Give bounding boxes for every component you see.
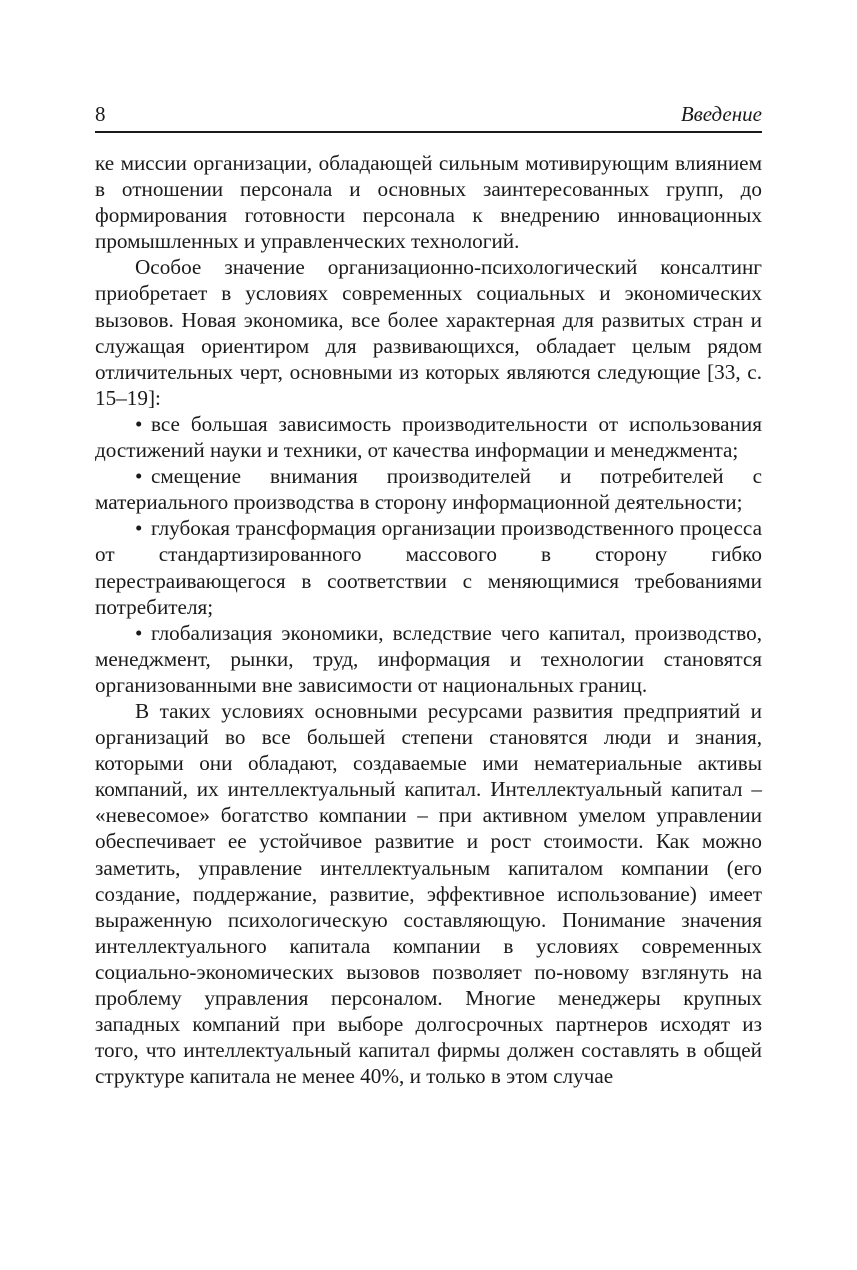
bullet-icon: • [135,516,143,541]
bullet-text: все большая зависимость производительности от использования достижений науки и техники, от качества информации и менеджмента; [95,411,762,463]
bullet-text: глобализация экономики, вследствие чего капитал, производство, менеджмент, рынки, труд, информация и технологии становятся организованными вне зависимости от национальных границ. [95,620,762,697]
body-text [95,150,762,1089]
running-head [95,101,762,133]
section-title: Введение [680,102,762,126]
bullet-icon: • [135,411,143,436]
bullet-text: смещение внимания производителей и потребителей с материального производства в сторону информационной деятельности; [95,464,762,515]
paragraph-continued: ке миссии организации, обладающей сильным мотивирующим влиянием в отношении персонала и основных заинтересованных групп, до формирования готовности персонала к внедрению инновационных промышленных и управленческих технологий. [95,151,762,254]
bullet-item [95,411,762,463]
paragraph-new-economy: Особое значение организационно-психологический консалтинг приобретает в условиях современных социальных и экономических вызовов. Новая экономика, все более характерная для развитых стран и служащая ориентиром для развивающихся, обладает целым рядом отличительных черт, основными из которых являются следующие [33, с. 15–19]: [95,255,762,410]
bullet-text: глубокая трансформация организации производственного процесса от стандартизированного массового в сторону гибко перестраивающегося в соответствии с меняющимися требованиями потребителя; [95,516,762,619]
bullet-item [95,463,762,515]
page-number: 8 [95,102,106,126]
bullet-icon: • [135,464,143,489]
bullet-item [95,620,762,698]
paragraph-intellectual-capital: В таких условиях основными ресурсами развития предприятий и организаций во все большей степени становятся люди и знания, которыми они обладают, создаваемые ими нематериальные активы компаний, их интеллектуальный капитал. Интеллектуальный капитал – «невесомое» богатство компании – при активном умелом управлении обеспечивает ее устойчивое развитие и рост стоимости. Как можно заметить, управление интеллектуальным капиталом компании (его создание, поддержание, развитие, эффективное использование) имеет выраженную психологическую составляющую. Понимание значения интеллектуального капитала компании в условиях современных социально-экономических вызовов позволяет по-новому взглянуть на проблему управления персоналом. Многие менеджеры крупных западных компаний при выборе долгосрочных партнеров исходят из того, что интеллектуальный капитал фирмы должен составлять в общей структуре капитала не менее 40%, и только в этом случае [95,698,762,1089]
bullet-icon: • [135,620,143,645]
bullet-item [95,515,762,619]
